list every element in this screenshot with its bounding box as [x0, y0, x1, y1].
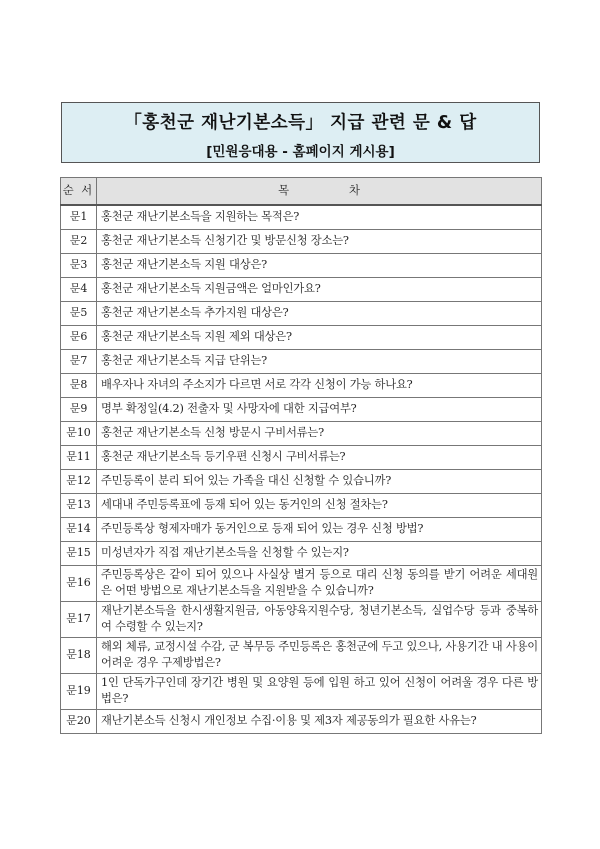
- table-row: [61, 349, 542, 373]
- question-text: 미성년자가 직접 재난기본소득을 신청할 수 있는지?: [97, 541, 542, 565]
- table-row: [61, 253, 542, 277]
- table-row: [61, 673, 542, 709]
- document-title: 「홍천군 재난기본소득」 지급 관련 문 & 답: [124, 113, 477, 133]
- question-text: 1인 단독가구인데 장기간 병원 및 요양원 등에 입원 하고 있어 신청이 어려울 경우 다른 방법은?: [97, 673, 542, 709]
- table-row: [61, 469, 542, 493]
- table-row: [61, 565, 542, 601]
- table-header-row: [61, 178, 542, 206]
- question-number: 문4: [61, 277, 97, 301]
- question-number: 문18: [61, 637, 97, 673]
- header-contents-label: 목차: [278, 184, 420, 197]
- question-number: 문20: [61, 709, 97, 733]
- question-text: 해외 체류, 교정시설 수감, 군 복무등 주민등록은 홍천군에 두고 있으나, 사용기간 내 사용이 어려운 경우 구제방법은?: [97, 637, 542, 673]
- question-number: 문12: [61, 469, 97, 493]
- table-row: [61, 421, 542, 445]
- table-row: [61, 301, 542, 325]
- question-number: 문1: [61, 205, 97, 229]
- question-text: 재난기본소득 신청시 개인정보 수집·이용 및 제3자 제공동의가 필요한 사유는?: [97, 709, 542, 733]
- question-text: 홍천군 재난기본소득 추가지원 대상은?: [97, 301, 542, 325]
- question-number: 문19: [61, 673, 97, 709]
- table-row: [61, 277, 542, 301]
- question-number: 문17: [61, 601, 97, 637]
- question-text: 주민등록상 형제자매가 동거인으로 등재 되어 있는 경우 신청 방법?: [97, 517, 542, 541]
- question-number: 문5: [61, 301, 97, 325]
- table-row: [61, 397, 542, 421]
- question-text: 재난기본소득을 한시생활지원금, 아동양육지원수당, 청년기본소득, 실업수당 등과 중복하여 수령할 수 있는지?: [97, 601, 542, 637]
- question-text: 홍천군 재난기본소득 등기우편 신청시 구비서류는?: [97, 445, 542, 469]
- document-title-box: [61, 102, 540, 163]
- table-row: [61, 493, 542, 517]
- table-row: [61, 601, 542, 637]
- question-text: 홍천군 재난기본소득을 지원하는 목적은?: [97, 205, 542, 229]
- table-row: [61, 325, 542, 349]
- question-text: 주민등록이 분리 되어 있는 가족을 대신 신청할 수 있습니까?: [97, 469, 542, 493]
- question-number: 문15: [61, 541, 97, 565]
- question-text: 주민등록상은 같이 되어 있으나 사실상 별거 등으로 대리 신청 동의를 받기 어려운 세대원은 어떤 방법으로 재난기본소득을 지원받을 수 있습니까?: [97, 565, 542, 601]
- question-number: 문13: [61, 493, 97, 517]
- question-number: 문3: [61, 253, 97, 277]
- question-number: 문8: [61, 373, 97, 397]
- question-text: 홍천군 재난기본소득 신청기간 및 방문신청 장소는?: [97, 229, 542, 253]
- question-number: 문14: [61, 517, 97, 541]
- question-text: 홍천군 재난기본소득 지원 제외 대상은?: [97, 325, 542, 349]
- question-text: 홍천군 재난기본소득 지원금액은 얼마인가요?: [97, 277, 542, 301]
- question-text: 명부 확정일(4.2) 전출자 및 사망자에 대한 지급여부?: [97, 397, 542, 421]
- table-row: [61, 229, 542, 253]
- question-number: 문10: [61, 421, 97, 445]
- table-row: [61, 541, 542, 565]
- table-row: [61, 205, 542, 229]
- table-row: [61, 517, 542, 541]
- question-text: 홍천군 재난기본소득 신청 방문시 구비서류는?: [97, 421, 542, 445]
- question-number: 문11: [61, 445, 97, 469]
- header-contents: [97, 178, 542, 206]
- table-row: [61, 637, 542, 673]
- table-row: [61, 709, 542, 733]
- question-number: 문6: [61, 325, 97, 349]
- question-text: 홍천군 재난기본소득 지원 대상은?: [97, 253, 542, 277]
- question-number: 문7: [61, 349, 97, 373]
- question-text: 세대내 주민등록표에 등재 되어 있는 동거인의 신청 절차는?: [97, 493, 542, 517]
- document-subtitle: [민원응대용 - 홈페이지 게시용]: [206, 144, 395, 160]
- question-text: 배우자나 자녀의 주소지가 다르면 서로 각각 신청이 가능 하나요?: [97, 373, 542, 397]
- table-of-contents: [60, 177, 542, 734]
- question-number: 문2: [61, 229, 97, 253]
- question-text: 홍천군 재난기본소득 지급 단위는?: [97, 349, 542, 373]
- table-row: [61, 373, 542, 397]
- header-order: 순 서: [61, 178, 97, 206]
- question-number: 문9: [61, 397, 97, 421]
- question-number: 문16: [61, 565, 97, 601]
- table-row: [61, 445, 542, 469]
